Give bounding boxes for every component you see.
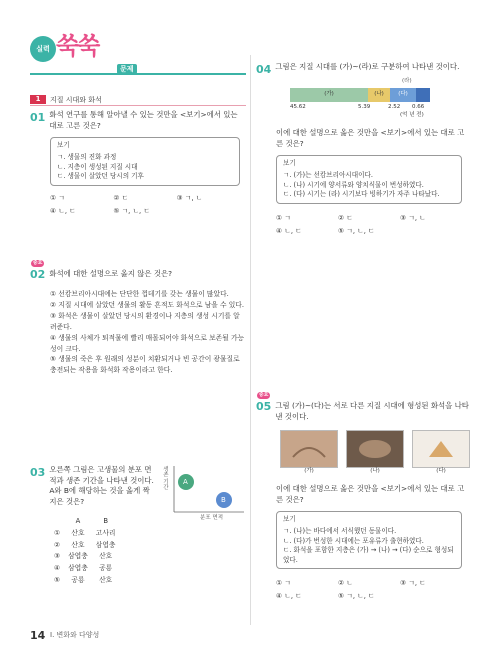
bogi-item: ㄱ. (가)는 선캄브리아시대이다.	[283, 171, 373, 180]
choice-2[interactable]: ② ㄷ	[113, 193, 129, 202]
bar-seg-na: (나)	[368, 88, 390, 102]
bogi-title: 보기	[283, 515, 296, 524]
choice-1[interactable]: ① ㄱ	[50, 193, 65, 202]
header-tag: 문제	[117, 64, 137, 74]
page-header-title: 쑥쑥	[56, 32, 99, 60]
answer-table	[50, 516, 120, 587]
table-row[interactable]: ⑤ 공룡 산호	[54, 576, 113, 585]
choice-1[interactable]: ① ㄱ	[276, 579, 291, 588]
question-number: 05	[256, 400, 272, 414]
point-b-label: B	[221, 496, 226, 504]
choice-3[interactable]: ③ ㄱ, ㄴ	[400, 213, 426, 222]
choice-4[interactable]: ④ ㄴ, ㄷ	[50, 206, 76, 215]
bogi-item: ㄱ. 생물의 진화 과정	[57, 153, 117, 162]
question-02	[30, 260, 246, 376]
fossil-da-image	[412, 430, 470, 468]
bogi-item: ㄷ. (다) 시기는 (라) 시기보다 빙하기가 자주 나타났다.	[283, 190, 440, 199]
answer-choices	[276, 579, 462, 602]
option-3[interactable]: ③ 화석은 생물이 살았던 당시의 환경이나 지층의 생성 시기를 알려준다.	[50, 311, 240, 331]
choice-5[interactable]: ⑤ ㄱ, ㄴ, ㄷ	[113, 206, 150, 215]
bar-seg-da: (다)	[390, 88, 416, 102]
bogi-item: ㄴ. (나) 시기에 양서류와 양치식물이 번성하였다.	[283, 180, 424, 189]
bar-label-top: (라)	[402, 78, 412, 84]
fossil-label: (다)	[436, 468, 446, 474]
fossil-label: (나)	[370, 468, 380, 474]
section-number: 1	[30, 95, 46, 104]
question-04-body	[276, 128, 466, 236]
question-number: 02	[30, 268, 46, 282]
choice-4[interactable]: ④ ㄴ, ㄷ	[276, 226, 302, 235]
table-row[interactable]: ③ 삼엽충 산호	[54, 552, 113, 561]
y-axis-label: 생존 기간	[161, 466, 168, 490]
option-4[interactable]: ④ 생물의 사체가 퇴적물에 빨리 매몰되어야 화석으로 보존될 가능성이 크다.	[50, 333, 245, 353]
tick-label: 5.39	[358, 104, 371, 110]
choice-4[interactable]: ④ ㄴ, ㄷ	[276, 592, 302, 601]
question-01	[30, 110, 246, 216]
fossil-ga-image	[280, 430, 338, 468]
choice-3[interactable]: ③ ㄱ, ㄴ	[176, 193, 203, 202]
bogi-item: ㄷ. 화석을 포함한 지층은 (가) → (나) → (다) 순으로 형성되었다.	[283, 546, 454, 564]
distribution-graph	[160, 462, 246, 528]
question-text: 화석 연구를 통해 알아낼 수 있는 것만을 <보기>에서 있는 대로 고른 것은?	[49, 110, 238, 130]
unit-label: (억 년 전)	[400, 112, 424, 118]
bogi-item: ㄴ. (다)가 번성한 시대에는 포유류가 출현하였다.	[283, 536, 424, 545]
choice-3[interactable]: ③ ㄱ, ㄷ	[400, 579, 426, 588]
bogi-item: ㄱ. (나)는 바다에서 서식했던 동물이다.	[283, 527, 397, 536]
bogi-item: ㄷ. 생물이 살았던 당시의 기후	[57, 172, 144, 181]
choice-2[interactable]: ② ㄷ	[338, 213, 353, 222]
column-divider	[250, 55, 251, 625]
fossil-label: (가)	[304, 468, 314, 474]
table-row[interactable]: ④ 삼엽충 공룡	[54, 564, 113, 573]
tick-label: 45.62	[290, 104, 306, 110]
bar	[290, 88, 430, 102]
page-number: 14	[30, 629, 46, 642]
bogi-title: 보기	[57, 141, 70, 150]
bogi-item: ㄴ. 지층이 생성된 지질 시대	[57, 162, 138, 171]
question-05-body	[276, 484, 466, 602]
bar-seg-ra	[416, 88, 430, 102]
geologic-time-bar	[290, 78, 440, 122]
question-subtext: 이에 대한 설명으로 옳은 것만을 <보기>에서 있는 대로 고른 것은?	[276, 484, 465, 504]
option-1[interactable]: ① 선캄브리아시대에는 단단한 껍데기를 갖는 생물이 많았다.	[50, 290, 229, 299]
question-text: 오른쪽 그림은 고생물의 분포 면적과 생존 기간을 나타낸 것이다. A와 B에 해당하는 것을 옳게 짝 지은 것은?	[49, 465, 154, 507]
tick-label: 2.52	[388, 104, 401, 110]
question-05	[256, 392, 470, 422]
choice-1[interactable]: ① ㄱ	[276, 213, 291, 222]
question-number: 03	[30, 466, 46, 479]
question-text: 그림 (가)~(다)는 서로 다른 지질 시대에 형성된 화석을 나타낸 것이다.	[275, 401, 469, 421]
question-number: 01	[30, 111, 46, 124]
table-row[interactable]: ① 산호 고사리	[54, 528, 116, 537]
important-badge: 중요	[258, 392, 269, 398]
badge-label: 실력	[30, 36, 56, 62]
point-a-label: A	[183, 478, 188, 486]
answer-choices	[50, 194, 240, 217]
question-text: 화석에 대한 설명으로 옳지 않은 것은?	[49, 269, 173, 278]
choice-2[interactable]: ② ㄴ	[338, 579, 353, 588]
question-04	[256, 62, 470, 78]
choice-5[interactable]: ⑤ ㄱ, ㄴ, ㄷ	[338, 226, 375, 235]
answer-choices	[276, 214, 462, 237]
fossil-na-image	[346, 430, 404, 468]
header-rule	[30, 73, 246, 75]
section-title: 지질 시대와 화석	[50, 96, 102, 104]
table-row[interactable]: ② 산호 삼엽충	[54, 540, 116, 549]
option-5[interactable]: ⑤ 생물의 죽은 후 원래의 성분이 치환되거나 빈 공간이 광물질로 충전되는 작용을 화석화 작용이라고 한다.	[50, 355, 240, 375]
option-2[interactable]: ② 지질 시대에 살았던 생물의 활동 흔적도 화석으로 남을 수 있다.	[50, 301, 245, 310]
tick-label: 0.66	[412, 104, 425, 110]
bogi-box	[276, 155, 462, 203]
x-axis-label: 분포 면적	[200, 515, 224, 521]
bogi-box	[50, 137, 240, 185]
bogi-box	[276, 511, 462, 569]
col-head-a: A	[75, 516, 81, 525]
bogi-title: 보기	[283, 159, 296, 168]
question-subtext: 이에 대한 설명으로 옳은 것만을 <보기>에서 있는 대로 고른 것은?	[276, 128, 465, 148]
important-badge: 중요	[32, 260, 43, 266]
choice-5[interactable]: ⑤ ㄱ, ㄴ, ㄷ	[338, 592, 375, 601]
question-number: 04	[256, 63, 272, 76]
bar-seg-ga: (가)	[290, 88, 368, 102]
fossil-images	[280, 430, 470, 476]
col-head-b: B	[103, 516, 108, 525]
section-rule	[30, 105, 246, 106]
question-text: 그림은 지질 시대를 (가)~(라)로 구분하여 나타낸 것이다.	[275, 62, 460, 71]
chapter-title: I. 변화와 다양성	[50, 631, 100, 639]
